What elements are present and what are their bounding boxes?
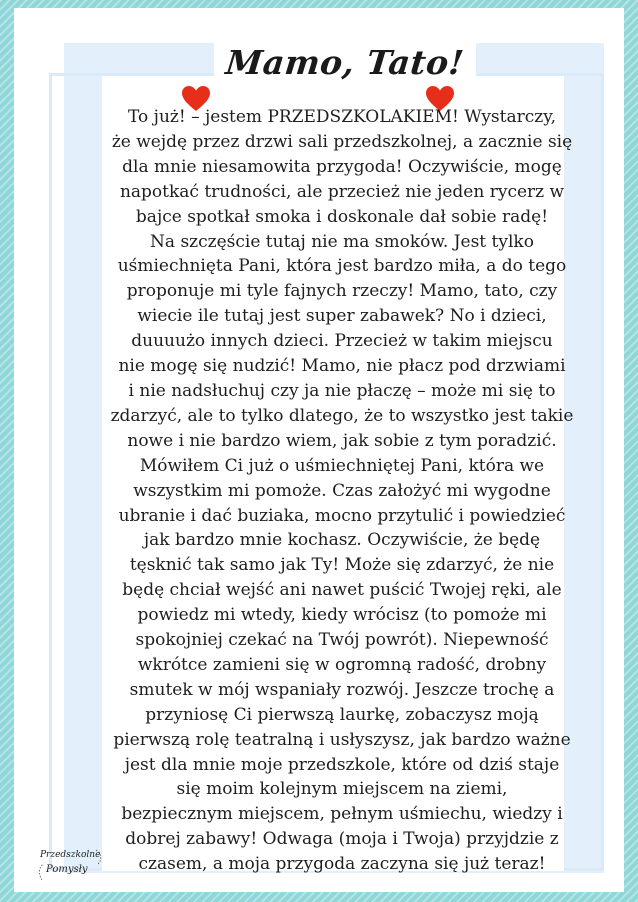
letter-line: nowe i nie bardzo wiem, jak sobie z tym poradzić.	[127, 430, 557, 451]
letter-line: To już! – jestem PRZEDSZKOLAKIEM! Wystarczy,	[128, 107, 556, 127]
letter-line: przyniosę Ci pierwszą laurkę, zobaczysz moją	[145, 704, 539, 725]
poster-page	[14, 8, 624, 892]
letter-line: wkrótce zamieni się w ogromną radość, drobny	[137, 654, 547, 675]
letter-line: ubranie i dać buziaka, mocno przytulić i powiedzieć	[118, 505, 566, 526]
title-box	[214, 36, 476, 88]
letter-line: zdarzyć, ale to tylko dlatego, że to wszystko jest takie	[110, 405, 574, 426]
letter-line: dobrej zabawy! Odwaga (moja i Twoja) przyjdzie z	[125, 829, 559, 850]
letter-line: będę chciał wejść ani nawet puścić Twojej ręki, ale	[122, 580, 562, 601]
logo-text-line1: Przedszkolne	[40, 850, 101, 860]
letter-line: Na szczęście tutaj nie ma smoków. Jest tylko	[150, 231, 534, 252]
letter-line: powiedz mi wtedy, kiedy wrócisz (to pomoże mi	[137, 605, 547, 626]
letter-line: dla mnie niesamowita przygoda! Oczywiście, mogę	[122, 156, 562, 177]
letter-line: się moim kolejnym miejscem na ziemi,	[176, 779, 508, 800]
letter-line: Mówiłem Ci już o uśmiechniętej Pani, która we	[139, 455, 545, 476]
page-title: Mamo, Tato!	[224, 42, 466, 82]
letter-line: jak bardzo mnie kochasz. Oczywiście, że będę	[143, 530, 541, 551]
letter-line: uśmiechnięta Pani, która jest bardzo miła, a do tego	[117, 256, 567, 277]
letter-line: pierwszą rolę teatralną i usłyszysz, jak bardzo ważne	[113, 729, 571, 750]
letter-text	[92, 105, 592, 877]
letter-line: czasem, a moja przygoda zaczyna się już teraz!	[138, 854, 546, 875]
letter-line: napotkać trudności, ale przecież nie jeden rycerz w	[119, 181, 565, 202]
letter-line: bezpiecznym miejscem, pełnym uśmiechu, wiedzy i	[121, 804, 563, 825]
letter-line: proponuje mi tyle fajnych rzeczy! Mamo, tato, czy	[126, 281, 558, 302]
letter-line: i nie nadsłuchuj czy ja nie płaczę – może mi się to	[128, 380, 556, 401]
letter-line: spokojniej czekać na Twój powrót). Niepewność	[135, 630, 549, 651]
letter-line: nie mogę się nudzić! Mamo, nie płacz pod drzwiami	[118, 356, 566, 377]
letter-line: wszystkim mi pomoże. Czas założyć mi wygodne	[133, 480, 551, 501]
letter-line: jest dla mnie moje przedszkole, które od dziś staje	[124, 754, 560, 775]
letter-line: bajce spotkał smoka i doskonale dał sobie radę!	[135, 206, 549, 227]
letter-line: że wejdę przez drzwi sali przedszkolnej, a zacznie się	[111, 131, 573, 152]
publisher-logo	[36, 844, 106, 884]
letter-line: wiecie ile tutaj jest super zabawek? No i dzieci,	[137, 306, 547, 327]
letter-line: smutek w mój wspaniały rozwój. Jeszcze trochę a	[129, 679, 555, 700]
letter-line: tęsknić tak samo jak Ty! Może się zdarzyć, że nie	[129, 555, 555, 576]
logo-text-line2: Pomysły	[46, 864, 88, 875]
letter-line: duuuużo innych dzieci. Przecież w takim miejscu	[131, 331, 553, 352]
